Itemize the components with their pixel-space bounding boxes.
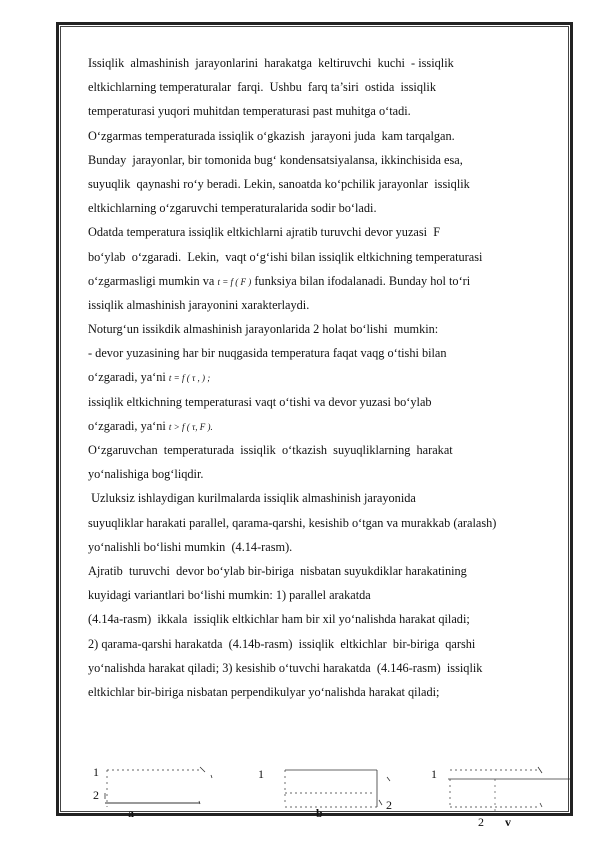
text-line: suyuqlik qaynashi ro‘y beradi. Lekin, sanoatda ko‘pchilik jarayonlar issiqlik bbox=[88, 176, 470, 191]
diagram-b-counter-flow bbox=[275, 755, 400, 815]
text-line: yo‘nalishli bo‘lishi mumkin (4.14-rasm). bbox=[88, 539, 293, 554]
text-line: o‘zgaradi, ya‘ni t = f ( τ , ) ; bbox=[88, 370, 211, 385]
diagram-v-number-2: 2 bbox=[478, 815, 484, 829]
text-line: temperaturasi yuqori muhitdan temperaturasi past muhitga o‘tadi. bbox=[88, 104, 411, 119]
diagram-b-number-1: 1 bbox=[258, 767, 264, 781]
text-line: suyuqliklar harakati parallel, qarama-qarshi, kesishib o‘tgan va murakkab (aralash) bbox=[88, 515, 497, 530]
diagram-v-caption: v bbox=[505, 815, 511, 829]
formula: t > f ( τ, F ). bbox=[168, 421, 213, 432]
text-line: Ajratib turuvchi devor bo‘ylab bir-biriga nisbatan suyukdiklar harakatining bbox=[88, 563, 467, 578]
text-line: O‘zgarmas temperaturada issiqlik o‘gkazish jarayoni juda kam tarqalgan. bbox=[88, 128, 455, 143]
diagram-v-cross-flow bbox=[440, 755, 572, 815]
text-line: Uzluksiz ishlaydigan kurilmalarda issiqlik almashinish jarayonida bbox=[88, 491, 416, 506]
formula: t = f ( τ , ) ; bbox=[168, 373, 211, 384]
text-line: o‘zgaradi, ya‘ni t > f ( τ, F ). bbox=[88, 418, 213, 433]
diagram-a-number-1: 1 bbox=[93, 765, 99, 779]
diagram-b-caption: b bbox=[316, 806, 323, 820]
text-line: issiqlik almashinish jarayonini xarakterlaydi. bbox=[88, 297, 310, 312]
text-line: (4.14a-rasm) ikkala issiqlik eltkichlar ham bir xil yo‘nalishda harakat qiladi; bbox=[88, 612, 470, 627]
diagram-b-number-2: 2 bbox=[386, 798, 392, 812]
text-line: Noturg‘un issikdik almashinish jarayonlarida 2 holat bo‘lishi mumkin: bbox=[88, 322, 439, 337]
body-text bbox=[88, 56, 558, 709]
diagram-a-number-2: 2 bbox=[93, 788, 99, 802]
text-line: O‘zgaruvchan temperaturada issiqlik o‘tkazish suyuqliklarning harakat bbox=[88, 443, 453, 457]
text-line: yo‘nalishiga bog‘liqdir. bbox=[88, 467, 204, 482]
diagram-v-number-1: 1 bbox=[431, 767, 437, 781]
text-line: Issiqlik almashinish jarayonlarini harakatga keltiruvchi kuchi - issiqlik bbox=[88, 56, 454, 70]
text-line: kuyidagi variantlari bo‘lishi mumkin: 1) parallel arakatda bbox=[88, 588, 371, 603]
text-line: issiqlik eltkichning temperaturasi vaqt o‘tishi va devor yuzasi bo‘ylab bbox=[88, 394, 432, 409]
diagram-a-parallel-flow bbox=[85, 755, 220, 815]
text-line: eltkichlarning temperaturalar farqi. Ushbu farq ta’siri ostida issiqlik bbox=[88, 80, 436, 95]
text-line: - devor yuzasining har bir nuqgasida temperatura faqat vaqg o‘tishi bilan bbox=[88, 346, 447, 361]
text-line: o‘zgarmasligi mumkin va t = f ( F ) funksiya bilan ifodalanadi. Bunday hol to‘ri bbox=[88, 273, 471, 288]
text-line: bo‘ylab o‘zgaradi. Lekin, vaqt o‘g‘ishi bilan issiqlik eltkichning temperaturasi bbox=[88, 249, 483, 264]
formula: t = f ( F ) bbox=[217, 276, 252, 287]
text-line: Bunday jarayonlar, bir tomonida bug‘ kondensatsiyalansa, ikkinchisida esa, bbox=[88, 152, 463, 167]
text-line: eltkichlarning o‘zgaruvchi temperaturalarida sodir bo‘ladi. bbox=[88, 201, 377, 216]
text-line: 2) qarama-qarshi harakatda (4.14b-rasm) issiqlik eltkichlar bir-biriga qarshi bbox=[88, 636, 476, 651]
text-line: yo‘nalishda harakat qiladi; 3) kesishib o‘tuvchi harakatda (4.146-rasm) issiqlik bbox=[88, 660, 483, 675]
diagram-a-caption: a bbox=[128, 806, 134, 820]
text-line: Odatda temperatura issiqlik eltkichlarni ajratib turuvchi devor yuzasi F bbox=[88, 225, 441, 240]
text-line: eltkichlar bir-biriga nisbatan perpendikulyar yo‘nalishda harakat qiladi; bbox=[88, 684, 440, 699]
